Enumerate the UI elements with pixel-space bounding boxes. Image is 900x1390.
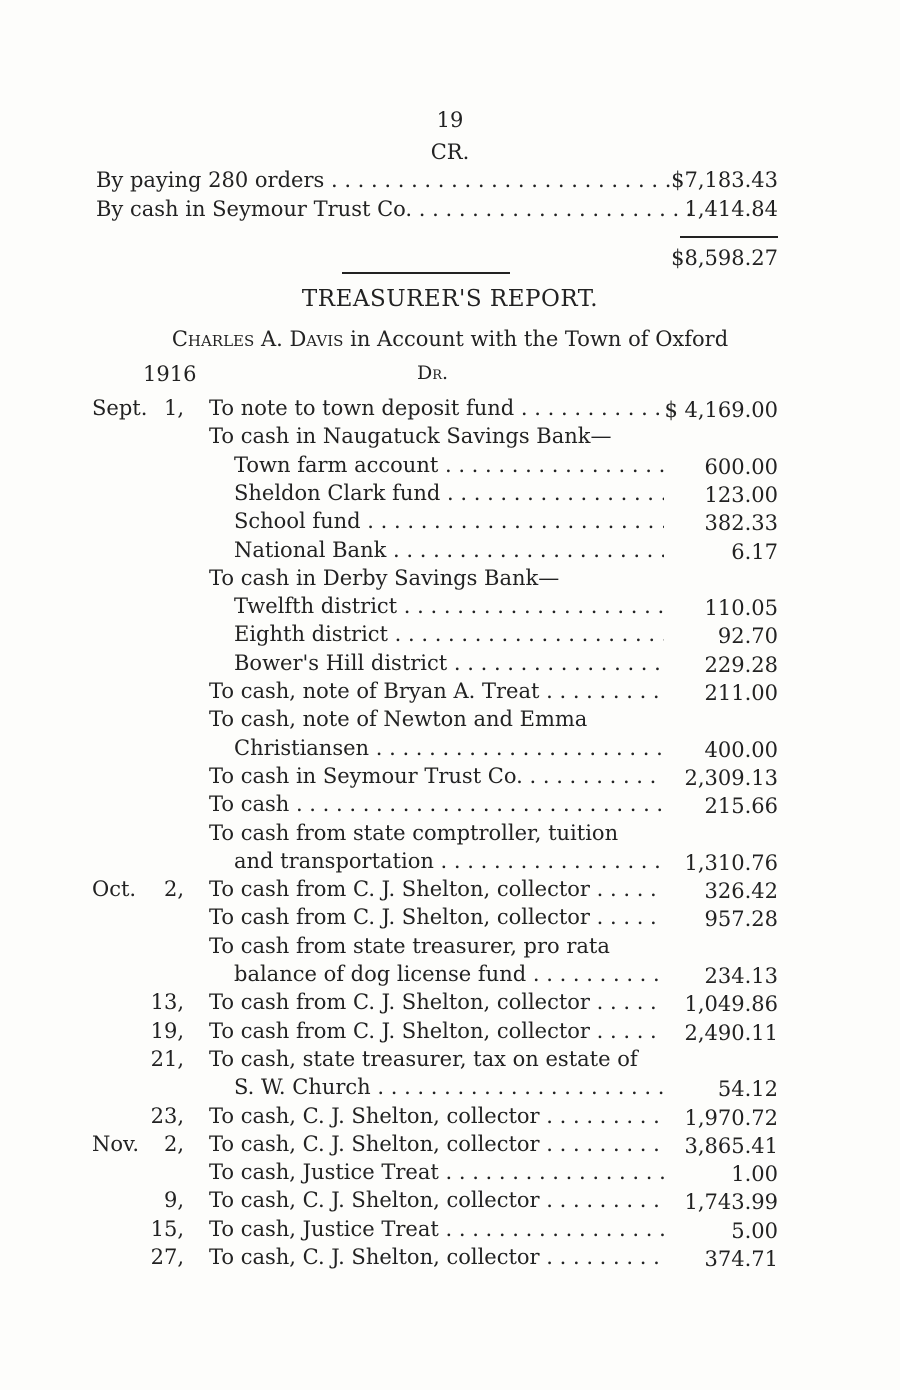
ledger-entry xyxy=(0,1047,900,1104)
entry-description: School fund . . . xyxy=(234,509,664,533)
entry-day: 9, xyxy=(163,1188,184,1213)
entry-amount: 2,490.11 xyxy=(684,1020,778,1045)
entry-amount: 211.00 xyxy=(704,681,778,705)
page-number: 19 xyxy=(436,108,464,132)
entry-description: Eighth district . . . xyxy=(234,622,664,646)
ledger-entry xyxy=(0,990,900,1018)
ledger-entry xyxy=(0,566,900,594)
entry-description: National Bank . . . xyxy=(234,538,664,562)
year: 1916 xyxy=(143,362,197,386)
cr-heading: CR. xyxy=(430,140,470,164)
ledger-entry xyxy=(0,792,900,820)
entry-amount: 6.17 xyxy=(731,539,778,564)
entry-amount: 600.00 xyxy=(704,454,778,479)
ledger-entry xyxy=(0,821,900,878)
treasurer-name: Charles A. Davis xyxy=(171,327,344,351)
entry-description: Twelfth district . . . xyxy=(234,594,664,618)
entry-day: 19, xyxy=(150,1018,184,1043)
entry-amount: 1,310.76 xyxy=(684,850,778,875)
cr-item-label: By cash in Seymour Trust Co. . . . xyxy=(96,197,690,221)
entry-amount: 957.28 xyxy=(704,907,778,932)
ledger-entry xyxy=(0,1188,900,1216)
entry-month: Nov. xyxy=(92,1131,140,1156)
entry-amount: 374.71 xyxy=(704,1247,778,1271)
entry-description: and transportation . . . xyxy=(234,849,664,873)
entry-month: Oct. xyxy=(92,877,137,902)
ledger-entry xyxy=(0,877,900,905)
cr-item-label: By paying 280 orders . . . xyxy=(96,168,680,192)
ledger-entry xyxy=(0,1132,900,1160)
cr-total: $8,598.27 xyxy=(671,246,778,270)
entry-description: To cash, C. J. Shelton, collector . . . xyxy=(209,1104,664,1128)
entry-description: Bower's Hill district . . . xyxy=(234,651,664,675)
entry-description: Christiansen . . . xyxy=(234,736,664,760)
entry-amount: 1.00 xyxy=(731,1162,778,1187)
entry-description: balance of dog license fund . . . xyxy=(234,962,664,986)
ledger-entry xyxy=(0,679,900,707)
ledger-entry xyxy=(0,538,900,566)
entry-amount: 229.28 xyxy=(704,652,778,677)
entry-amount: 234.13 xyxy=(704,963,778,988)
section-divider xyxy=(342,272,510,274)
entry-description: To cash from state comptroller, tuition xyxy=(209,820,619,845)
ledger-entry xyxy=(0,934,900,991)
entry-day: 21, xyxy=(150,1046,184,1071)
entry-description: To cash . . . xyxy=(209,792,664,816)
entry-amount: 1,743.99 xyxy=(684,1190,778,1215)
entry-amount: 123.00 xyxy=(704,482,778,507)
entry-month: Sept. xyxy=(92,396,148,420)
entry-day: 27, xyxy=(150,1245,184,1269)
ledger-entry xyxy=(0,396,900,424)
entry-description: To note to town deposit fund . . . xyxy=(209,396,664,420)
entry-description: To cash in Derby Savings Bank— xyxy=(209,565,560,590)
entry-amount: 5.00 xyxy=(731,1218,778,1243)
ledger-entry xyxy=(0,1245,900,1273)
ledger-entry xyxy=(0,905,900,933)
entry-amount: 1,970.72 xyxy=(684,1105,778,1130)
entry-amount: $ 4,169.00 xyxy=(664,398,778,422)
ledger-entry xyxy=(0,453,900,481)
entry-amount: 215.66 xyxy=(704,794,778,819)
cr-item-amount: $7,183.43 xyxy=(671,168,778,192)
entry-description: To cash from state treasurer, pro rata xyxy=(209,933,610,958)
entry-description: To cash from C. J. Shelton, collector . . . xyxy=(209,877,664,901)
entry-day: 2, xyxy=(163,1131,184,1156)
entry-description: To cash, note of Newton and Emma xyxy=(209,707,588,732)
ledger-entry xyxy=(0,594,900,622)
account-heading xyxy=(0,327,900,351)
ledger-entry xyxy=(0,707,900,764)
ledger-entry xyxy=(0,622,900,650)
entry-amount: 382.33 xyxy=(704,511,778,536)
entry-amount: 3,865.41 xyxy=(684,1133,778,1158)
entry-day: 23, xyxy=(150,1103,184,1128)
ledger-entry xyxy=(0,764,900,792)
entry-day: 2, xyxy=(163,877,184,902)
entry-description: To cash in Naugatuck Savings Bank— xyxy=(209,424,612,449)
ledger-entry xyxy=(0,1104,900,1132)
entry-description: To cash, note of Bryan A. Treat . . . xyxy=(209,679,664,703)
entry-description: To cash, C. J. Shelton, collector . . . xyxy=(209,1245,664,1269)
entry-description: S. W. Church . . . xyxy=(234,1075,664,1099)
entry-amount: 54.12 xyxy=(717,1077,778,1102)
entry-day: 1, xyxy=(163,396,184,420)
entry-description: To cash, state treasurer, tax on estate of xyxy=(209,1046,638,1071)
entry-amount: 400.00 xyxy=(704,737,778,762)
entry-amount: 1,049.86 xyxy=(684,992,778,1017)
entry-description: To cash from C. J. Shelton, collector . . . xyxy=(209,905,664,929)
ledger-entry xyxy=(0,424,900,452)
entry-description: To cash from C. J. Shelton, collector . . . xyxy=(209,1019,664,1043)
entry-description: To cash in Seymour Trust Co. . . . xyxy=(209,764,664,788)
entry-amount: 92.70 xyxy=(717,624,778,649)
entry-description: Sheldon Clark fund . . . xyxy=(234,481,664,505)
dr-heading: Dr. xyxy=(417,362,449,384)
entry-description: To cash, Justice Treat . . . xyxy=(209,1217,664,1241)
cr-item-amount: 1,414.84 xyxy=(684,197,778,221)
report-title: TREASURER'S REPORT. xyxy=(301,286,599,312)
entry-description: To cash, C. J. Shelton, collector . . . xyxy=(209,1132,664,1156)
ledger-entry xyxy=(0,1160,900,1188)
entry-amount: 326.42 xyxy=(704,879,778,904)
entry-description: To cash from C. J. Shelton, collector . . . xyxy=(209,990,664,1014)
ledger-entry xyxy=(0,509,900,537)
entry-day: 13, xyxy=(150,990,184,1015)
total-rule xyxy=(680,236,778,238)
ledger-entry xyxy=(0,1019,900,1047)
ledger-entry xyxy=(0,651,900,679)
ledger-entry xyxy=(0,481,900,509)
entry-description: Town farm account . . . xyxy=(234,453,664,477)
ledger-entry xyxy=(0,1217,900,1245)
entry-day: 15, xyxy=(150,1216,184,1241)
account-description: in Account with the Town of Oxford xyxy=(350,327,729,351)
entry-description: To cash, Justice Treat . . . xyxy=(209,1160,664,1184)
entry-amount: 2,309.13 xyxy=(684,765,778,790)
entry-amount: 110.05 xyxy=(704,596,778,621)
entry-description: To cash, C. J. Shelton, collector . . . xyxy=(209,1188,664,1212)
